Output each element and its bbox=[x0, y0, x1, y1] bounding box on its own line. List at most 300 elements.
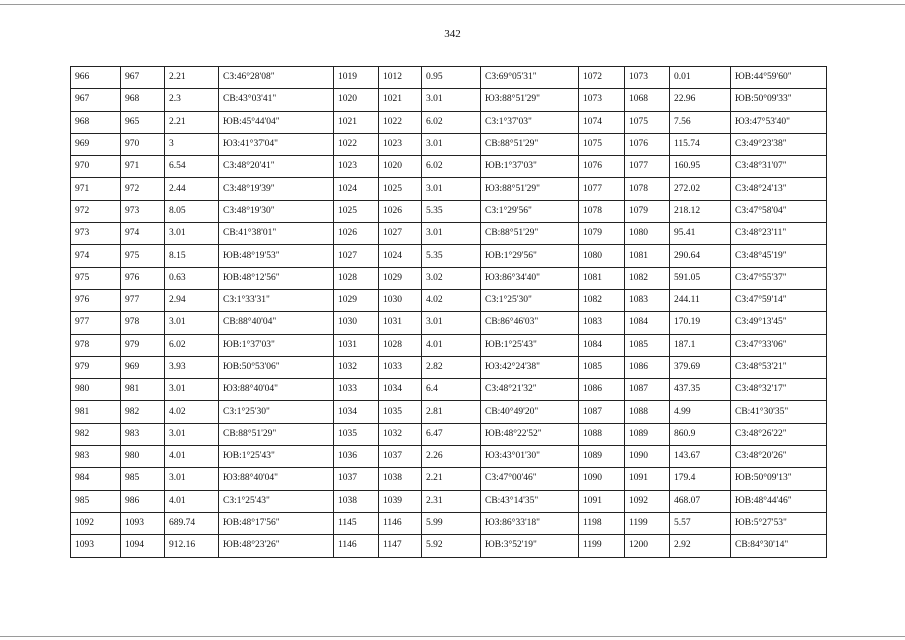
from-point-cell: 1090 bbox=[579, 468, 625, 490]
length-cell: 95.41 bbox=[670, 223, 731, 245]
bearing-cell: СВ:40°49'20" bbox=[481, 401, 579, 423]
length-cell: 468.07 bbox=[670, 490, 731, 512]
length-cell: 4.99 bbox=[670, 401, 731, 423]
table-row bbox=[71, 379, 334, 401]
from-point-cell: 1022 bbox=[334, 133, 379, 155]
bearing-cell: СЗ:48°19'30" bbox=[219, 200, 334, 222]
table-row bbox=[579, 67, 827, 89]
from-point-cell: 1027 bbox=[334, 245, 379, 267]
length-cell: 379.69 bbox=[670, 356, 731, 378]
length-cell: 4.02 bbox=[165, 401, 219, 423]
to-point-cell: 972 bbox=[121, 178, 165, 200]
length-cell: 2.21 bbox=[165, 111, 219, 133]
table-row bbox=[334, 245, 579, 267]
to-point-cell: 1091 bbox=[625, 468, 670, 490]
table-row bbox=[71, 312, 334, 334]
length-cell: 3.02 bbox=[422, 267, 481, 289]
length-cell: 6.54 bbox=[165, 156, 219, 178]
length-cell: 2.81 bbox=[422, 401, 481, 423]
to-point-cell: 1086 bbox=[625, 356, 670, 378]
length-cell: 689.74 bbox=[165, 512, 219, 534]
length-cell: 5.35 bbox=[422, 245, 481, 267]
from-point-cell: 1087 bbox=[579, 401, 625, 423]
table-row bbox=[579, 468, 827, 490]
from-point-cell: 1091 bbox=[579, 490, 625, 512]
length-cell: 7.56 bbox=[670, 111, 731, 133]
to-point-cell: 1012 bbox=[379, 67, 422, 89]
table-row bbox=[334, 379, 579, 401]
bearing-cell: СЗ:1°33'31" bbox=[219, 289, 334, 311]
to-point-cell: 1092 bbox=[625, 490, 670, 512]
to-point-cell: 1033 bbox=[379, 356, 422, 378]
bearing-cell: СЗ:48°53'21" bbox=[731, 356, 827, 378]
bearing-cell: ЮВ:48°19'53" bbox=[219, 245, 334, 267]
bearing-cell: ЮВ:1°29'56" bbox=[481, 245, 579, 267]
from-point-cell: 967 bbox=[71, 89, 121, 111]
length-cell: 3.01 bbox=[165, 223, 219, 245]
bearing-cell: ЮВ:50°09'33" bbox=[731, 89, 827, 111]
bearing-cell: ЮЗ:88°40'04" bbox=[219, 379, 334, 401]
length-cell: 2.3 bbox=[165, 89, 219, 111]
bearing-cell: СЗ:48°45'19" bbox=[731, 245, 827, 267]
from-point-cell: 1074 bbox=[579, 111, 625, 133]
table-row bbox=[71, 334, 334, 356]
table-row bbox=[71, 289, 334, 311]
to-point-cell: 967 bbox=[121, 67, 165, 89]
length-cell: 115.74 bbox=[670, 133, 731, 155]
from-point-cell: 1083 bbox=[579, 312, 625, 334]
bearing-cell: СЗ:47°00'46" bbox=[481, 468, 579, 490]
to-point-cell: 1035 bbox=[379, 401, 422, 423]
table-row bbox=[334, 512, 579, 534]
bearing-cell: ЮВ:1°25'43" bbox=[481, 334, 579, 356]
to-point-cell: 974 bbox=[121, 223, 165, 245]
to-point-cell: 1027 bbox=[379, 223, 422, 245]
from-point-cell: 1026 bbox=[334, 223, 379, 245]
from-point-cell: 1092 bbox=[71, 512, 121, 534]
bearing-cell: ЮЗ:41°37'04" bbox=[219, 133, 334, 155]
length-cell: 2.26 bbox=[422, 446, 481, 468]
bearing-cell: ЮВ:50°09'13" bbox=[731, 468, 827, 490]
length-cell: 6.02 bbox=[422, 111, 481, 133]
from-point-cell: 983 bbox=[71, 446, 121, 468]
table-row bbox=[71, 89, 334, 111]
length-cell: 6.4 bbox=[422, 379, 481, 401]
to-point-cell: 1034 bbox=[379, 379, 422, 401]
length-cell: 3.01 bbox=[422, 133, 481, 155]
table-row bbox=[334, 446, 579, 468]
from-point-cell: 1077 bbox=[579, 178, 625, 200]
from-point-cell: 978 bbox=[71, 334, 121, 356]
from-point-cell: 1031 bbox=[334, 334, 379, 356]
bearing-cell: ЮЗ:47°53'40" bbox=[731, 111, 827, 133]
bearing-cell: ЮЗ:88°51'29" bbox=[481, 89, 579, 111]
table-row bbox=[579, 512, 827, 534]
to-point-cell: 1199 bbox=[625, 512, 670, 534]
from-point-cell: 1093 bbox=[71, 535, 121, 557]
from-point-cell: 975 bbox=[71, 267, 121, 289]
from-point-cell: 1020 bbox=[334, 89, 379, 111]
from-point-cell: 1081 bbox=[579, 267, 625, 289]
table-row bbox=[579, 312, 827, 334]
length-cell: 5.92 bbox=[422, 535, 481, 557]
table-row bbox=[71, 535, 334, 557]
to-point-cell: 978 bbox=[121, 312, 165, 334]
length-cell: 0.01 bbox=[670, 67, 731, 89]
bearing-cell: СЗ:47°59'14" bbox=[731, 289, 827, 311]
from-point-cell: 981 bbox=[71, 401, 121, 423]
table-row bbox=[579, 223, 827, 245]
from-point-cell: 1082 bbox=[579, 289, 625, 311]
bearing-cell: ЮВ:3°52'19" bbox=[481, 535, 579, 557]
from-point-cell: 1080 bbox=[579, 245, 625, 267]
to-point-cell: 1079 bbox=[625, 200, 670, 222]
from-point-cell: 1198 bbox=[579, 512, 625, 534]
from-point-cell: 1088 bbox=[579, 423, 625, 445]
table-row bbox=[334, 490, 579, 512]
table-row bbox=[579, 446, 827, 468]
length-cell: 187.1 bbox=[670, 334, 731, 356]
table-row bbox=[334, 468, 579, 490]
bearing-cell: СВ:88°51'29" bbox=[219, 423, 334, 445]
to-point-cell: 976 bbox=[121, 267, 165, 289]
table-row bbox=[71, 356, 334, 378]
to-point-cell: 1083 bbox=[625, 289, 670, 311]
length-cell: 170.19 bbox=[670, 312, 731, 334]
table-row bbox=[579, 289, 827, 311]
to-point-cell: 1029 bbox=[379, 267, 422, 289]
from-point-cell: 1075 bbox=[579, 133, 625, 155]
bearing-cell: ЮВ:48°23'26" bbox=[219, 535, 334, 557]
length-cell: 2.21 bbox=[165, 67, 219, 89]
length-cell: 2.94 bbox=[165, 289, 219, 311]
from-point-cell: 1019 bbox=[334, 67, 379, 89]
length-cell: 160.95 bbox=[670, 156, 731, 178]
bearing-cell: СЗ:49°13'45" bbox=[731, 312, 827, 334]
to-point-cell: 1090 bbox=[625, 446, 670, 468]
to-point-cell: 980 bbox=[121, 446, 165, 468]
to-point-cell: 1073 bbox=[625, 67, 670, 89]
from-point-cell: 970 bbox=[71, 156, 121, 178]
bearing-cell: ЮВ:48°17'56" bbox=[219, 512, 334, 534]
length-cell: 3.01 bbox=[422, 89, 481, 111]
to-point-cell: 1075 bbox=[625, 111, 670, 133]
table-row bbox=[71, 111, 334, 133]
to-point-cell: 1039 bbox=[379, 490, 422, 512]
table-row bbox=[71, 133, 334, 155]
from-point-cell: 1024 bbox=[334, 178, 379, 200]
table-row bbox=[334, 334, 579, 356]
table-row bbox=[579, 111, 827, 133]
from-point-cell: 982 bbox=[71, 423, 121, 445]
length-cell: 143.67 bbox=[670, 446, 731, 468]
to-point-cell: 1094 bbox=[121, 535, 165, 557]
bearing-cell: СЗ:48°20'26" bbox=[731, 446, 827, 468]
table-row bbox=[579, 245, 827, 267]
table-row bbox=[579, 89, 827, 111]
to-point-cell: 965 bbox=[121, 111, 165, 133]
bearing-cell: СЗ:48°23'11" bbox=[731, 223, 827, 245]
table-row bbox=[579, 423, 827, 445]
length-cell: 2.21 bbox=[422, 468, 481, 490]
from-point-cell: 1035 bbox=[334, 423, 379, 445]
bearing-cell: СЗ:46°28'08" bbox=[219, 67, 334, 89]
to-point-cell: 971 bbox=[121, 156, 165, 178]
to-point-cell: 1024 bbox=[379, 245, 422, 267]
length-cell: 8.15 bbox=[165, 245, 219, 267]
bearing-cell: СЗ:48°32'17" bbox=[731, 379, 827, 401]
to-point-cell: 1087 bbox=[625, 379, 670, 401]
table-row bbox=[334, 133, 579, 155]
to-point-cell: 1078 bbox=[625, 178, 670, 200]
bearing-cell: ЮВ:44°59'60" bbox=[731, 67, 827, 89]
bearing-cell: ЮЗ:88°51'29" bbox=[481, 178, 579, 200]
table-block-1 bbox=[70, 66, 334, 558]
to-point-cell: 1021 bbox=[379, 89, 422, 111]
to-point-cell: 1146 bbox=[379, 512, 422, 534]
to-point-cell: 986 bbox=[121, 490, 165, 512]
to-point-cell: 973 bbox=[121, 200, 165, 222]
table-row bbox=[579, 133, 827, 155]
length-cell: 5.99 bbox=[422, 512, 481, 534]
length-cell: 3.01 bbox=[422, 312, 481, 334]
bearing-cell: СЗ:48°19'39" bbox=[219, 178, 334, 200]
table-row bbox=[334, 312, 579, 334]
bearing-cell: СЗ:1°25'30" bbox=[219, 401, 334, 423]
length-cell: 6.02 bbox=[165, 334, 219, 356]
to-point-cell: 1030 bbox=[379, 289, 422, 311]
bearing-cell: ЮЗ:43°01'30" bbox=[481, 446, 579, 468]
to-point-cell: 1088 bbox=[625, 401, 670, 423]
table-row bbox=[71, 223, 334, 245]
from-point-cell: 1021 bbox=[334, 111, 379, 133]
length-cell: 4.01 bbox=[165, 490, 219, 512]
bearing-cell: СВ:88°51'29" bbox=[481, 133, 579, 155]
from-point-cell: 1073 bbox=[579, 89, 625, 111]
to-point-cell: 1031 bbox=[379, 312, 422, 334]
table-row bbox=[579, 178, 827, 200]
table-row bbox=[334, 223, 579, 245]
table-row bbox=[334, 289, 579, 311]
length-cell: 2.44 bbox=[165, 178, 219, 200]
from-point-cell: 1086 bbox=[579, 379, 625, 401]
from-point-cell: 1089 bbox=[579, 446, 625, 468]
length-cell: 3.01 bbox=[422, 223, 481, 245]
table-row bbox=[71, 512, 334, 534]
length-cell: 3 bbox=[165, 133, 219, 155]
from-point-cell: 1025 bbox=[334, 200, 379, 222]
from-point-cell: 1145 bbox=[334, 512, 379, 534]
table-row bbox=[71, 178, 334, 200]
length-cell: 6.02 bbox=[422, 156, 481, 178]
table-row bbox=[334, 67, 579, 89]
from-point-cell: 1078 bbox=[579, 200, 625, 222]
table-row bbox=[579, 401, 827, 423]
from-point-cell: 1072 bbox=[579, 67, 625, 89]
to-point-cell: 1037 bbox=[379, 446, 422, 468]
table-block-3 bbox=[578, 66, 827, 558]
to-point-cell: 1032 bbox=[379, 423, 422, 445]
length-cell: 3.01 bbox=[165, 468, 219, 490]
length-cell: 179.4 bbox=[670, 468, 731, 490]
table-row bbox=[71, 401, 334, 423]
length-cell: 4.02 bbox=[422, 289, 481, 311]
from-point-cell: 1038 bbox=[334, 490, 379, 512]
table-row bbox=[334, 178, 579, 200]
from-point-cell: 984 bbox=[71, 468, 121, 490]
table-row bbox=[579, 535, 827, 557]
table-row bbox=[71, 423, 334, 445]
bearing-cell: СЗ:48°26'22" bbox=[731, 423, 827, 445]
table-row bbox=[579, 200, 827, 222]
length-cell: 0.95 bbox=[422, 67, 481, 89]
table-row bbox=[334, 423, 579, 445]
length-cell: 860.9 bbox=[670, 423, 731, 445]
bearing-cell: СВ:84°30'14" bbox=[731, 535, 827, 557]
from-point-cell: 1030 bbox=[334, 312, 379, 334]
bearing-cell: СЗ:48°21'32" bbox=[481, 379, 579, 401]
bearing-cell: ЮВ:48°44'46" bbox=[731, 490, 827, 512]
from-point-cell: 1084 bbox=[579, 334, 625, 356]
length-cell: 912.16 bbox=[165, 535, 219, 557]
table-row bbox=[579, 334, 827, 356]
table-row bbox=[334, 89, 579, 111]
bearing-cell: СВ:43°14'35" bbox=[481, 490, 579, 512]
length-cell: 2.31 bbox=[422, 490, 481, 512]
from-point-cell: 1028 bbox=[334, 267, 379, 289]
to-point-cell: 1022 bbox=[379, 111, 422, 133]
bearing-cell: СВ:43°03'41" bbox=[219, 89, 334, 111]
to-point-cell: 1028 bbox=[379, 334, 422, 356]
from-point-cell: 1036 bbox=[334, 446, 379, 468]
table-row bbox=[579, 490, 827, 512]
bearing-cell: СЗ:49°23'38" bbox=[731, 133, 827, 155]
bearing-cell: СВ:41°30'35" bbox=[731, 401, 827, 423]
coordinates-table bbox=[70, 66, 826, 592]
table-row bbox=[334, 401, 579, 423]
to-point-cell: 1093 bbox=[121, 512, 165, 534]
to-point-cell: 1026 bbox=[379, 200, 422, 222]
bearing-cell: СЗ:47°58'04" bbox=[731, 200, 827, 222]
bearing-cell: ЮВ:48°12'56" bbox=[219, 267, 334, 289]
length-cell: 290.64 bbox=[670, 245, 731, 267]
bearing-cell: ЮЗ:86°33'18" bbox=[481, 512, 579, 534]
length-cell: 591.05 bbox=[670, 267, 731, 289]
table-row bbox=[71, 67, 334, 89]
length-cell: 8.05 bbox=[165, 200, 219, 222]
from-point-cell: 980 bbox=[71, 379, 121, 401]
table-row bbox=[334, 156, 579, 178]
bearing-cell: СЗ:48°20'41" bbox=[219, 156, 334, 178]
length-cell: 3.93 bbox=[165, 356, 219, 378]
to-point-cell: 1200 bbox=[625, 535, 670, 557]
bearing-cell: СЗ:47°33'06" bbox=[731, 334, 827, 356]
table-row bbox=[334, 111, 579, 133]
to-point-cell: 979 bbox=[121, 334, 165, 356]
table-row bbox=[334, 356, 579, 378]
to-point-cell: 968 bbox=[121, 89, 165, 111]
from-point-cell: 969 bbox=[71, 133, 121, 155]
table-row bbox=[71, 200, 334, 222]
bearing-cell: ЮЗ:88°40'04" bbox=[219, 468, 334, 490]
from-point-cell: 1146 bbox=[334, 535, 379, 557]
from-point-cell: 974 bbox=[71, 245, 121, 267]
table-row bbox=[71, 490, 334, 512]
bearing-cell: СВ:88°51'29" bbox=[481, 223, 579, 245]
table-row bbox=[334, 267, 579, 289]
to-point-cell: 1082 bbox=[625, 267, 670, 289]
to-point-cell: 1020 bbox=[379, 156, 422, 178]
from-point-cell: 972 bbox=[71, 200, 121, 222]
from-point-cell: 1032 bbox=[334, 356, 379, 378]
to-point-cell: 977 bbox=[121, 289, 165, 311]
to-point-cell: 1068 bbox=[625, 89, 670, 111]
from-point-cell: 971 bbox=[71, 178, 121, 200]
from-point-cell: 973 bbox=[71, 223, 121, 245]
from-point-cell: 979 bbox=[71, 356, 121, 378]
from-point-cell: 1037 bbox=[334, 468, 379, 490]
bearing-cell: СВ:88°40'04" bbox=[219, 312, 334, 334]
from-point-cell: 1085 bbox=[579, 356, 625, 378]
to-point-cell: 985 bbox=[121, 468, 165, 490]
table-row bbox=[579, 379, 827, 401]
bearing-cell: СЗ:1°25'30" bbox=[481, 289, 579, 311]
length-cell: 22.96 bbox=[670, 89, 731, 111]
bearing-cell: ЮВ:1°25'43" bbox=[219, 446, 334, 468]
to-point-cell: 1081 bbox=[625, 245, 670, 267]
length-cell: 5.35 bbox=[422, 200, 481, 222]
from-point-cell: 1029 bbox=[334, 289, 379, 311]
bearing-cell: СЗ:47°55'37" bbox=[731, 267, 827, 289]
to-point-cell: 1077 bbox=[625, 156, 670, 178]
to-point-cell: 1076 bbox=[625, 133, 670, 155]
bearing-cell: СВ:41°38'01" bbox=[219, 223, 334, 245]
bearing-cell: ЮВ:1°37'03" bbox=[219, 334, 334, 356]
from-point-cell: 977 bbox=[71, 312, 121, 334]
to-point-cell: 981 bbox=[121, 379, 165, 401]
to-point-cell: 1080 bbox=[625, 223, 670, 245]
to-point-cell: 1023 bbox=[379, 133, 422, 155]
from-point-cell: 1076 bbox=[579, 156, 625, 178]
length-cell: 4.01 bbox=[165, 446, 219, 468]
from-point-cell: 976 bbox=[71, 289, 121, 311]
table-row bbox=[334, 535, 579, 557]
to-point-cell: 1038 bbox=[379, 468, 422, 490]
length-cell: 3.01 bbox=[422, 178, 481, 200]
to-point-cell: 1089 bbox=[625, 423, 670, 445]
scan-top-edge bbox=[0, 4, 905, 5]
bearing-cell: ЮВ:45°44'04" bbox=[219, 111, 334, 133]
table-block-2 bbox=[333, 66, 579, 558]
length-cell: 3.01 bbox=[165, 312, 219, 334]
table-row bbox=[579, 267, 827, 289]
from-point-cell: 1034 bbox=[334, 401, 379, 423]
from-point-cell: 966 bbox=[71, 67, 121, 89]
to-point-cell: 970 bbox=[121, 133, 165, 155]
bearing-cell: ЮЗ:42°24'38" bbox=[481, 356, 579, 378]
bearing-cell: СЗ:1°25'43" bbox=[219, 490, 334, 512]
length-cell: 2.92 bbox=[670, 535, 731, 557]
length-cell: 218.12 bbox=[670, 200, 731, 222]
from-point-cell: 1023 bbox=[334, 156, 379, 178]
bearing-cell: СЗ:69°05'31" bbox=[481, 67, 579, 89]
to-point-cell: 1085 bbox=[625, 334, 670, 356]
length-cell: 3.01 bbox=[165, 423, 219, 445]
table-row bbox=[71, 446, 334, 468]
length-cell: 6.47 bbox=[422, 423, 481, 445]
table-row bbox=[71, 245, 334, 267]
table-row bbox=[334, 200, 579, 222]
